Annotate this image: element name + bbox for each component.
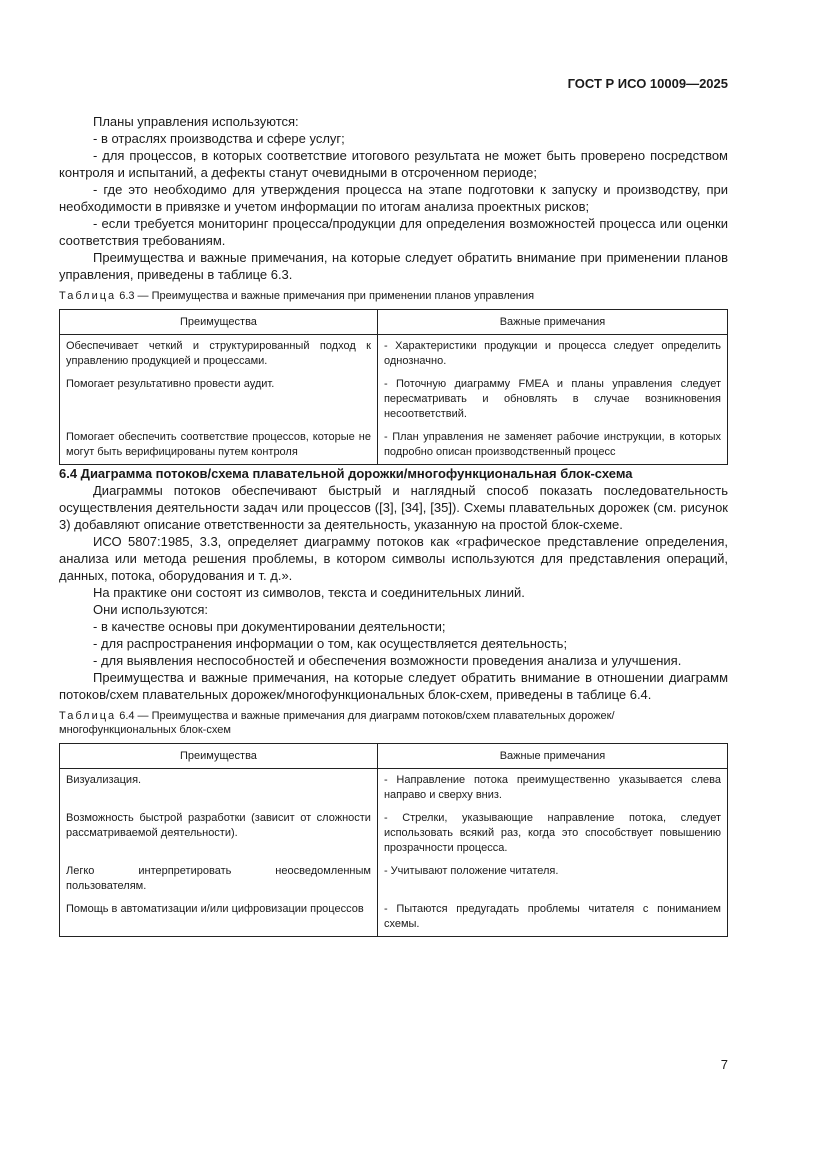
table-cell: - Направление потока преимущественно указывается слева направо и сверху вниз. bbox=[377, 769, 727, 808]
table-cell: Обеспечивает четкий и структурированный подход к управлению продукцией и процессами. bbox=[60, 335, 378, 374]
table-row bbox=[60, 769, 728, 808]
table-cell: Помогает результативно провести аудит. bbox=[60, 373, 378, 426]
caption-word: Таблица bbox=[59, 710, 117, 722]
paragraph: ИСО 5807:1985, 3.3, определяет диаграмму потоков как «графическое представление определения, анализа или метода решения проблемы, в котором символы используются для представления операций, данных, потока, оборудования и т. д.». bbox=[59, 534, 728, 583]
table-cell: Легко интерпретировать неосведомленным пользователям. bbox=[60, 860, 378, 898]
table-row bbox=[60, 426, 728, 465]
list-item: - для распространения информации о том, как осуществляется деятельность; bbox=[93, 636, 568, 651]
paragraph: Преимущества и важные примечания, на которые следует обратить внимание в отношении диаграмм потоков/схем плавательных дорожек/многофункциональных блок-схем, приведены в таблице 6.4. bbox=[59, 670, 728, 702]
paragraph: На практике они состоят из символов, текста и соединительных линий. bbox=[93, 585, 525, 600]
caption-text: 6.4 — Преимущества и важные примечания для диаграмм потоков/схем плавательных дорожек/многофункциональных блок-схем bbox=[59, 710, 615, 736]
column-header: Преимущества bbox=[60, 744, 378, 769]
table-6-3-caption bbox=[59, 289, 728, 303]
paragraph: Диаграммы потоков обеспечивают быстрый и наглядный способ показать последовательность осуществления деятельности задач или процессов ([3], [34], [35]). Схемы плавательных дорожек (см. рисунок 3) добавляют описание ответственности за деятельность, указанную на простой блок-схеме. bbox=[59, 483, 728, 532]
paragraph: Они используются: bbox=[93, 602, 209, 617]
table-cell: - Учитывают положение читателя. bbox=[377, 860, 727, 898]
column-header: Важные примечания bbox=[377, 744, 727, 769]
list-item: - в качестве основы при документировании деятельности; bbox=[93, 619, 446, 634]
document-id: ГОСТ Р ИСО 10009—2025 bbox=[567, 76, 728, 91]
table-cell: - План управления не заменяет рабочие инструкции, в которых подробно описан производственный процесс bbox=[377, 426, 727, 465]
intro-item: - если требуется мониторинг процесса/продукции для определения возможностей процесса или оценки соответствия требованиям. bbox=[59, 216, 728, 248]
table-6-4 bbox=[59, 743, 728, 937]
column-header: Преимущества bbox=[60, 310, 378, 335]
intro-item: - для процессов, в которых соответствие итогового результата не может быть проверено посредством контроля и испытаний, а дефекты станут очевидными в отсроченном периоде; bbox=[59, 148, 728, 180]
table-cell: Возможность быстрой разработки (зависит от сложности рассматриваемой деятельности). bbox=[60, 807, 378, 860]
table-header-row bbox=[60, 310, 728, 335]
table-row bbox=[60, 373, 728, 426]
table-cell: - Стрелки, указывающие направление потока, следует использовать всякий раз, когда это способствует повышению прозрачности процесса. bbox=[377, 807, 727, 860]
table-cell: Помощь в автоматизации и/или цифровизации процессов bbox=[60, 898, 378, 937]
table-row bbox=[60, 335, 728, 374]
column-header: Важные примечания bbox=[377, 310, 727, 335]
table-cell: Помогает обеспечить соответствие процессов, которые не могут быть верифицированы путем контроля bbox=[60, 426, 378, 465]
list-item: - для выявления неспособностей и обеспечения возможности проведения анализа и улучшения. bbox=[93, 653, 682, 668]
section-heading: 6.4 Диаграмма потоков/схема плавательной дорожки/многофункциональная блок-схема bbox=[59, 466, 633, 481]
table-6-4-caption bbox=[59, 709, 728, 737]
table-cell: - Поточную диаграмму FMEA и планы управления следует пересматривать и обновлять в случае возникновения несоответствий. bbox=[377, 373, 727, 426]
table-row bbox=[60, 860, 728, 898]
caption-text: 6.3 — Преимущества и важные примечания при применении планов управления bbox=[116, 290, 535, 302]
intro-item: - где это необходимо для утверждения процесса на этапе подготовки к запуску и производству, при необходимости в привязке и учетом информации по итогам анализа проектных рисков; bbox=[59, 182, 728, 214]
table-row bbox=[60, 898, 728, 937]
intro-lead: Планы управления используются: bbox=[93, 114, 299, 129]
table-cell: - Характеристики продукции и процесса следует определить однозначно. bbox=[377, 335, 727, 374]
intro-item: - в отраслях производства и сфере услуг; bbox=[93, 131, 345, 146]
table-row bbox=[60, 807, 728, 860]
page-number: 7 bbox=[720, 1057, 728, 1072]
page-content bbox=[59, 113, 728, 937]
caption-word: Таблица bbox=[59, 290, 117, 302]
table-6-3 bbox=[59, 309, 728, 465]
intro-closing: Преимущества и важные примечания, на которые следует обратить внимание при применении планов управления, приведены в таблице 6.3. bbox=[59, 250, 728, 282]
table-header-row bbox=[60, 744, 728, 769]
table-cell: - Пытаются предугадать проблемы читателя с пониманием схемы. bbox=[377, 898, 727, 937]
table-cell: Визуализация. bbox=[60, 769, 378, 808]
